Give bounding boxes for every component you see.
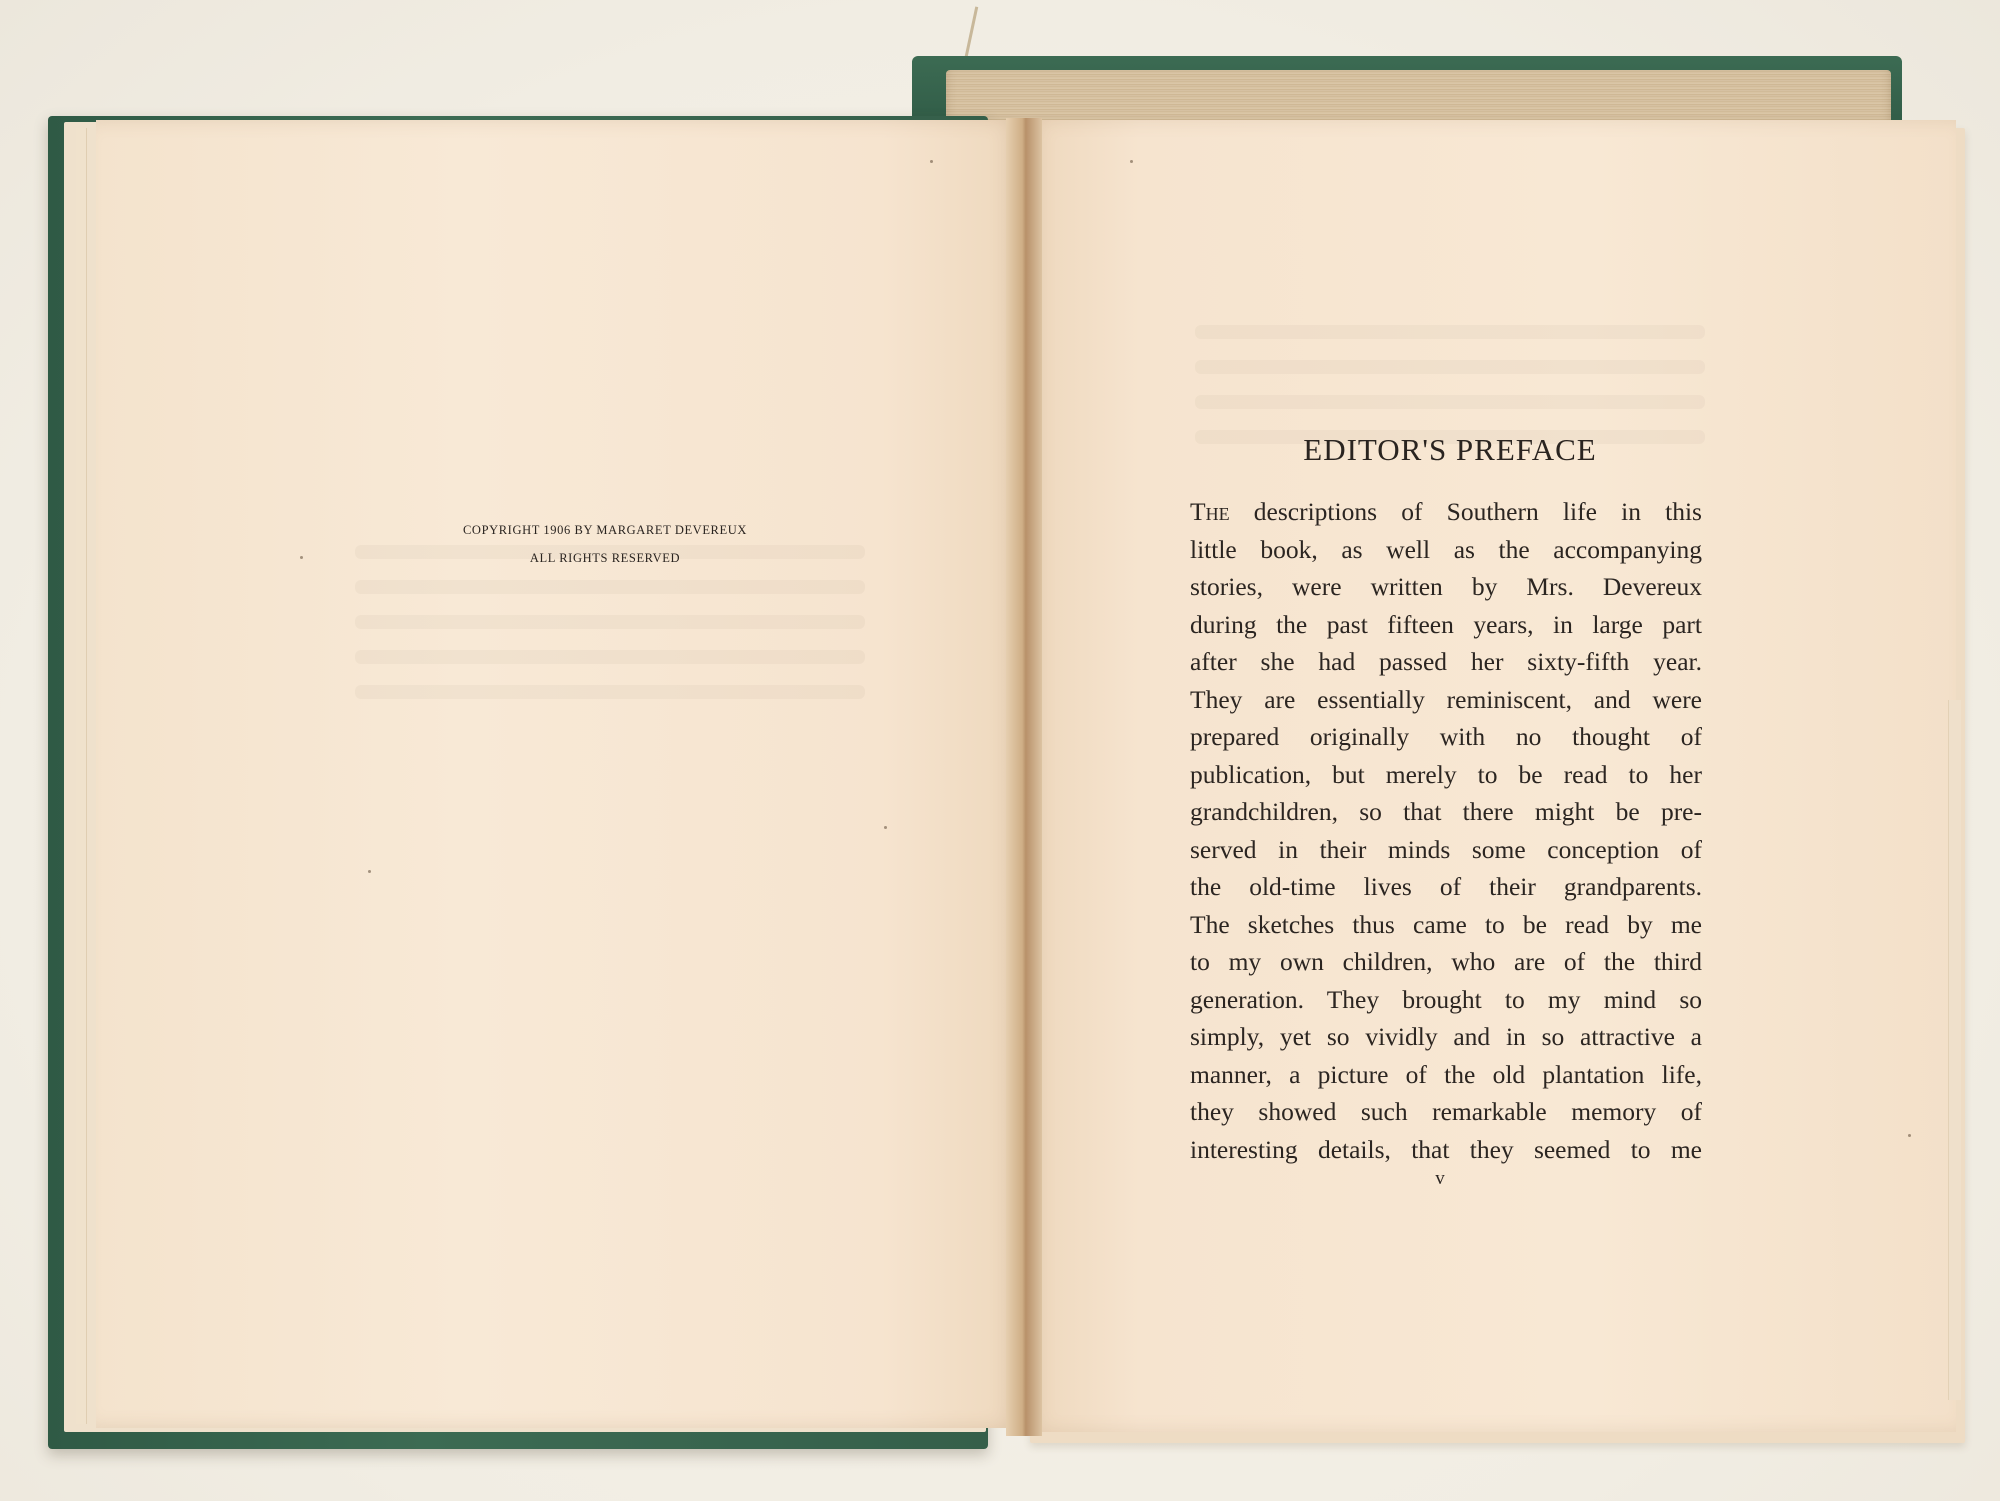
preface-line: little book, as well as the accompanying bbox=[1190, 534, 1702, 564]
preface-line: manner, a picture of the old plantation life, bbox=[1190, 1059, 1702, 1089]
preface-line: prepared originally with no thought of bbox=[1190, 722, 1702, 751]
preface-line: They are essentially reminiscent, and were bbox=[1190, 684, 1702, 714]
preface-line bbox=[1190, 493, 1702, 531]
preface-line: served in their minds some conception of bbox=[1190, 834, 1702, 864]
preface-line-text: descriptions of Southern life in this bbox=[1229, 497, 1702, 526]
preface-line: The sketches thus came to be read by me bbox=[1190, 909, 1702, 939]
paper-speck bbox=[1130, 160, 1133, 163]
preface-line: publication, but merely to be read to her bbox=[1190, 759, 1702, 789]
preface-line: grandchildren, so that there might be pre- bbox=[1190, 797, 1702, 826]
paper-speck bbox=[300, 556, 303, 559]
preface-line: during the past fifteen years, in large part bbox=[1190, 609, 1702, 639]
page-number: v bbox=[1435, 1168, 1445, 1189]
book-gutter bbox=[1006, 118, 1042, 1436]
paper-speck bbox=[930, 160, 933, 163]
right-page-edge bbox=[1948, 700, 1961, 1400]
preface-body bbox=[1190, 493, 1702, 1168]
copyright-block bbox=[380, 516, 830, 572]
lead-word: The bbox=[1190, 497, 1230, 526]
left-page bbox=[96, 120, 1020, 1428]
preface-line: interesting details, that they seemed to me bbox=[1190, 1134, 1702, 1164]
page-title: EDITOR'S PREFACE bbox=[1303, 432, 1597, 467]
preface-line: they showed such remarkable memory of bbox=[1190, 1097, 1702, 1126]
preface-line: after she had passed her sixty-fifth year. bbox=[1190, 647, 1702, 676]
paper-speck bbox=[1908, 1134, 1911, 1137]
preface-line: generation. They brought to my mind so bbox=[1190, 984, 1702, 1014]
preface-line: the old-time lives of their grandparents. bbox=[1190, 872, 1702, 901]
paper-speck bbox=[368, 870, 371, 873]
copyright-notice: COPYRIGHT 1906 BY MARGARET DEVEREUX bbox=[463, 523, 747, 537]
preface-line: simply, yet so vividly and in so attractive a bbox=[1190, 1022, 1702, 1051]
preface-line: stories, were written by Mrs. Devereux bbox=[1190, 572, 1702, 601]
preface-line: to my own children, who are of the third bbox=[1190, 947, 1702, 976]
paper-speck bbox=[884, 826, 887, 829]
rights-notice: ALL RIGHTS RESERVED bbox=[529, 551, 681, 565]
left-page-edge bbox=[76, 128, 87, 1424]
